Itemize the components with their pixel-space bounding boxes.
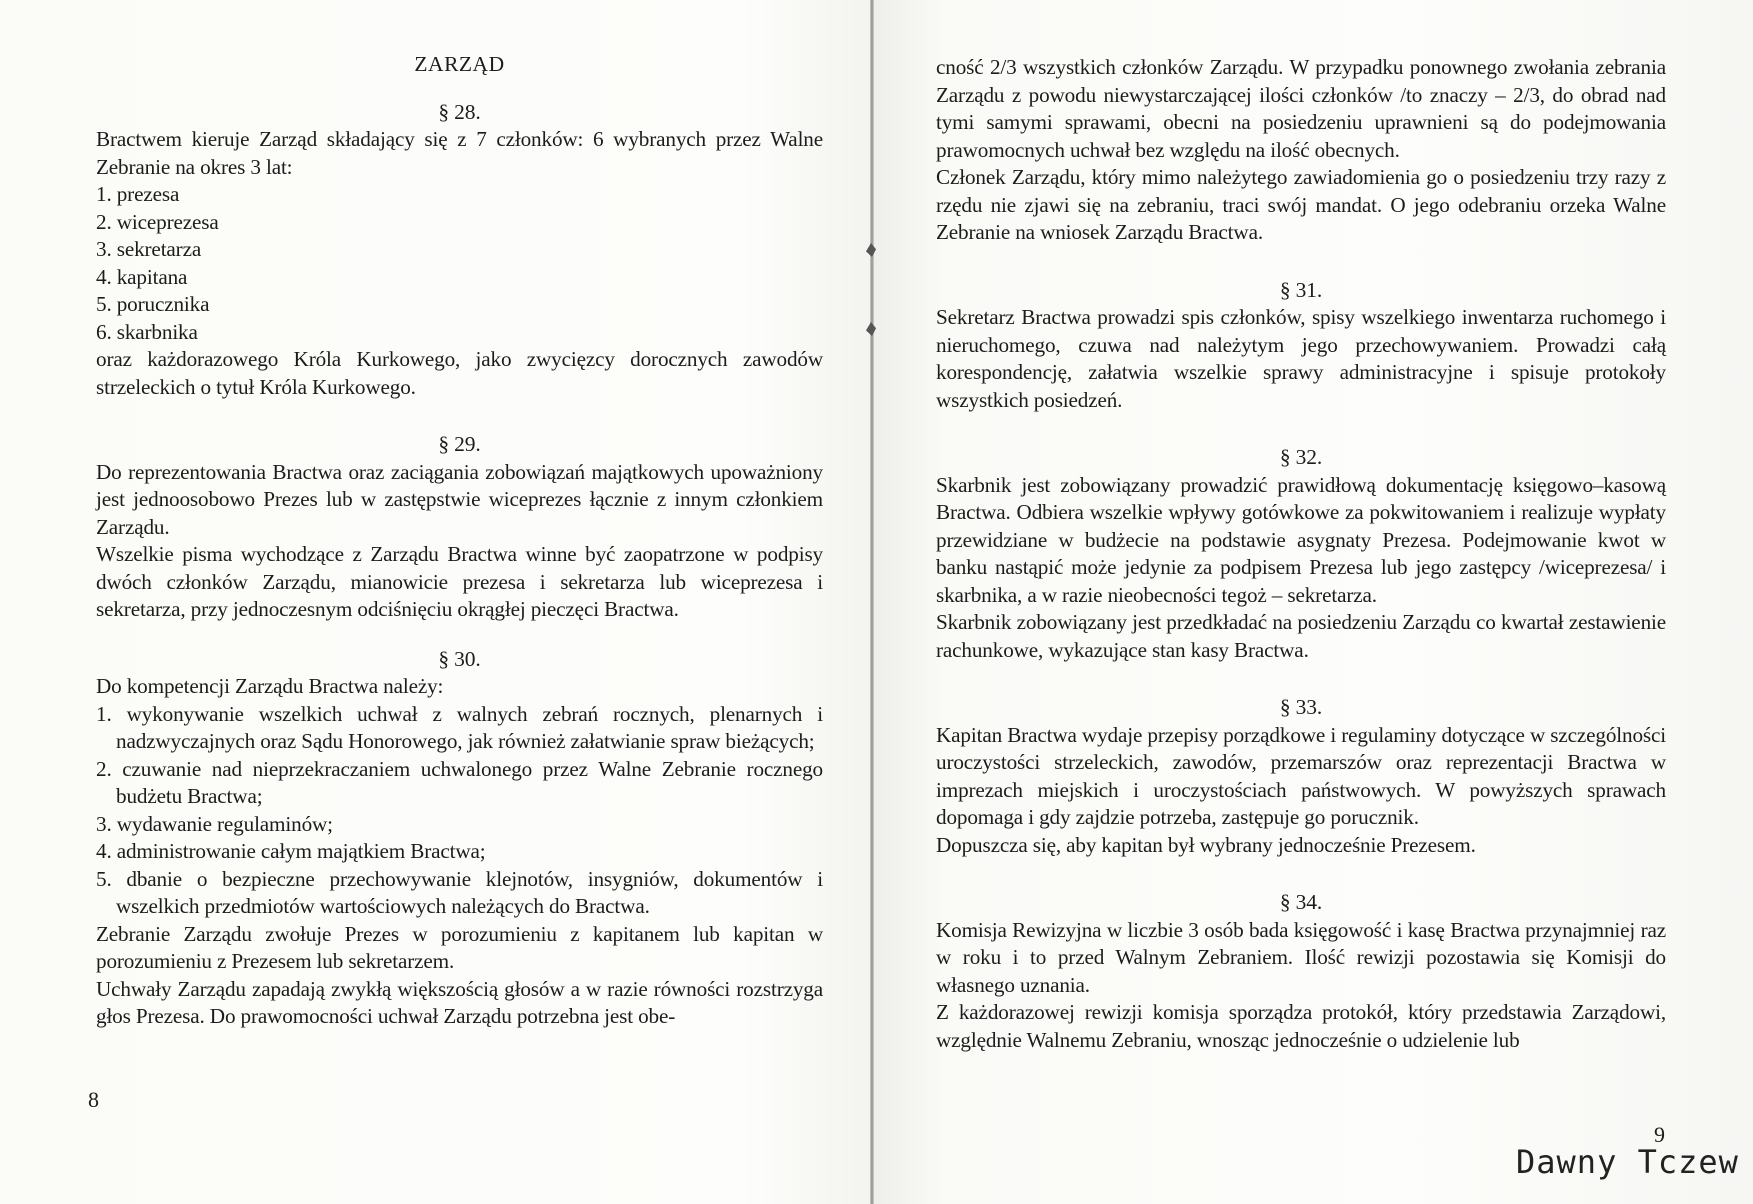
left-text-column — [96, 51, 823, 1031]
section-30-item: 4. administrowanie całym majątkiem Bractwa; — [96, 839, 486, 863]
page-number-right: 9 — [1654, 1122, 1665, 1147]
section-30-paragraph: Uchwały Zarządu zapadają zwykłą większością głosów a w razie równości rozstrzyga głos Prezesa. Do prawomocności uchwał Zarządu potrzebna jest obe- — [96, 976, 823, 1028]
page-number-left: 8 — [88, 1087, 99, 1112]
section-28-intro: Bractwem kieruje Zarząd składający się z 7 członków: 6 wybranych przez Walne Zebranie na okres 3 lat: — [96, 127, 823, 179]
section-33-paragraph: Kapitan Bractwa wydaje przepisy porządkowe i regulaminy dotyczące w szczególności uroczystości strzeleckich, zawodów, przemarszów oraz reprezentacji Bractwa w imprezach miejskich i uroczystościach państwowych. W powyższych sprawach dopomaga i gdy zajdzie potrzeba, zastępuje go porucznik. — [936, 722, 1666, 829]
section-31-heading: § 31. — [1279, 277, 1323, 302]
section-31-paragraph: Sekretarz Bractwa prowadzi spis członków, spisy wszelkiego inwentarza ruchomego i nieruchomego, czuwa nad należytym jego przechowywaniem. Prowadzi całą korespondencję, załatwia wszelkie sprawy administracyjne i spisuje protokoły wszystkich posiedzeń. — [936, 305, 1666, 412]
section-28-item: 5. porucznika — [96, 292, 210, 316]
section-28-item: 3. sekretarza — [96, 237, 202, 261]
right-text-column — [936, 54, 1666, 1054]
section-30-item: 1. wykonywanie wszelkich uchwał z walnych zebrań rocznych, plenarnych i nadzwyczajnych oraz Sądu Honorowego, jak również załatwianie spraw bieżących; — [96, 701, 823, 753]
section-30-item: 5. dbanie o bezpieczne przechowywanie klejnotów, insygniów, dokumentów i wszelkich przedmiotów wartościowych należących do Bractwa. — [96, 866, 823, 918]
right-page — [874, 0, 1753, 1204]
section-34-heading: § 34. — [1279, 890, 1323, 914]
section-30-item: 2. czuwanie nad nieprzekraczaniem uchwalonego przez Walne Zebranie rocznego budżetu Bractwa; — [96, 756, 823, 808]
section-28-item: 2. wiceprezesa — [96, 209, 219, 234]
section-33-heading: § 33. — [1279, 695, 1323, 719]
chapter-title: ZARZĄD — [414, 52, 505, 76]
section-29-heading: § 29. — [438, 432, 481, 456]
section-28-closing: oraz każdorazowego Króla Kurkowego, jako zwycięzcy dorocznych zawodów strzeleckich o tytuł Króla Kurkowego. — [96, 347, 823, 399]
section-32-paragraph: Skarbnik zobowiązany jest przedkładać na posiedzeniu Zarządu co kwartał zestawienie rachunkowe, wykazujące stan kasy Bractwa. — [936, 610, 1666, 662]
section-29-paragraph: Do reprezentowania Bractwa oraz zaciągania zobowiązań majątkowych upoważniony jest jednoosobowo Prezes lub w zastępstwie wiceprezes łącznie z innym członkiem Zarządu. — [96, 459, 823, 539]
section-33-paragraph: Dopuszcza się, aby kapitan był wybrany jednocześnie Prezesem. — [936, 832, 1476, 857]
section-29-paragraph: Wszelkie pisma wychodzące z Zarządu Bractwa winne być zaopatrzone w podpisy dwóch członków Zarządu, mianowicie prezesa i sekretarza lub wiceprezesa i sekretarza, przy jednoczesnym odciśnięciu okrągłej pieczęci Bractwa. — [96, 542, 823, 621]
watermark: Dawny Tczew — [1516, 1143, 1739, 1181]
section-34-paragraph: Z każdorazowej rewizji komisja sporządza protokół, który przedstawia Zarządowi, względnie Walnemu Zebraniu, wnosząc jednocześnie o udzielenie lub — [936, 1000, 1666, 1052]
section-32-heading: § 32. — [1279, 445, 1323, 469]
continuation-paragraph: Członek Zarządu, który mimo należytego zawiadomienia go o posiedzeniu trzy razy z rzędu nie zjawi się na zebraniu, traci swój mandat. O jego odebraniu orzeka Walne Zebranie na wniosek Zarządu Bractwa. — [936, 165, 1666, 244]
section-30-intro: Do kompetencji Zarządu Bractwa należy: — [96, 674, 444, 698]
section-28-heading: § 28. — [438, 99, 481, 124]
continuation-paragraph: cność 2/3 wszystkich członków Zarządu. W przypadku ponownego zwołania zebrania Zarządu z powodu niewystarczającej ilości członków /to znaczy – 2/3, do obrad nad tymi samymi sprawami, obecni na posiedzeniu uprawnieni są do podejmowania prawomocnych uchwał bez względu na ilość obecnych. — [936, 55, 1666, 162]
section-28-item: 4. kapitana — [96, 264, 188, 289]
section-30-item: 3. wydawanie regulaminów; — [96, 811, 333, 836]
section-28-item: 6. skarbnika — [96, 319, 198, 344]
section-28-item: 1. prezesa — [96, 182, 180, 206]
section-30-paragraph: Zebranie Zarządu zwołuje Prezes w porozumieniu z kapitanem lub kapitan w porozumieniu z Prezesem lub sekretarzem. — [96, 921, 823, 973]
section-32-paragraph: Skarbnik jest zobowiązany prowadzić prawidłową dokumentację księgowo–kasową Bractwa. Odbiera wszelkie wpływy gotówkowe za pokwitowaniem i realizuje wypłaty przewidziane w budżecie na podstawie asygnaty Prezesa. Podejmowanie kwot w banku nastąpić może jedynie za podpisem Prezesa lub jego zastępcy /wiceprezesa/ i skarbnika, a w razie nieobecności tegoż – sekretarza. — [936, 472, 1666, 607]
book-spine — [870, 0, 874, 1204]
section-34-paragraph: Komisja Rewizyjna w liczbie 3 osób bada księgowość i kasę Bractwa przynajmniej raz w roku i to przed Walnym Zebraniem. Ilość rewizji pozostawia się Komisji do własnego uznania. — [936, 917, 1666, 997]
section-30-heading: § 30. — [438, 646, 481, 671]
left-page — [0, 0, 874, 1204]
